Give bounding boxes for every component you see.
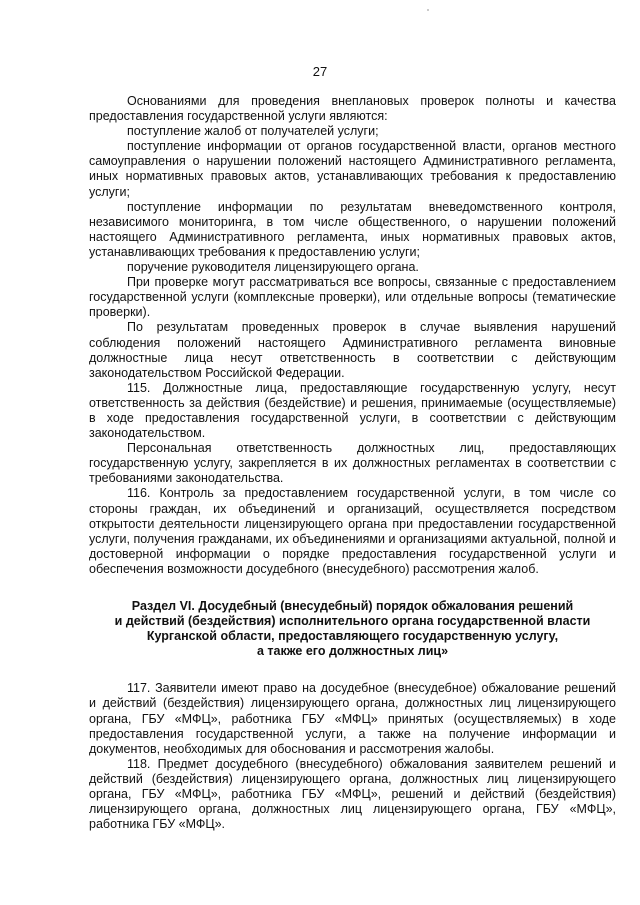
paragraph: Основаниями для проведения внеплановых проверок полноты и качества предоставления государственной услуги являются:: [89, 94, 616, 124]
paragraph: поступление информации от органов государственной власти, органов местного самоуправления о нарушении положений настоящего Административного регламента, иных нормативных правовых актов, устанавливающих требования к предоставлению услуги;: [89, 139, 616, 199]
paragraph-116: 116. Контроль за предоставлением государственной услуги, в том числе со стороны граждан, их объединений и организаций, осуществляется посредством открытости деятельности лицензирующего органа при предоставлении государственной услуги, получения гражданами, их объединениями и организациями актуальной, полной и достоверной информации о порядке предоставления государственной услуги и обеспечения возможности досудебного (внесудебного) рассмотрения жалоб.: [89, 486, 616, 576]
section-heading-line: Раздел VI. Досудебный (внесудебный) порядок обжалования решений: [131, 599, 574, 613]
paragraph: При проверке могут рассматриваться все вопросы, связанные с предоставлением государственной услуги (комплексные проверки), или отдельные вопросы (тематические проверки).: [89, 275, 616, 320]
paragraph: поручение руководителя лицензирующего органа.: [127, 260, 419, 275]
section-heading-line: и действий (бездействия) исполнительного органа государственной власти: [114, 614, 591, 629]
paragraph: поступление жалоб от получателей услуги;: [127, 124, 379, 139]
paragraph: По результатам проведенных проверок в случае выявления нарушений соблюдения положений настоящего Административного регламента виновные должностные лица несут ответственность в соответствии с действующим законодательством Российской Федерации.: [89, 320, 616, 380]
paragraph: Персональная ответственность должностных лиц, предоставляющих государственную услугу, закрепляется в их должностных регламентах в соответствии с требованиями законодательства.: [89, 441, 616, 486]
paragraph: поступление информации по результатам вневедомственного контроля, независимого мониторинга, в том числе общественного, о нарушении положений настоящего Административного регламента, иных нормативных правовых актов, устанавливающих требования к предоставлению услуги;: [89, 199, 616, 259]
page-number: 27: [312, 64, 328, 79]
section-heading: [89, 599, 616, 659]
section-heading-line: Курганской области, предоставляющего государственную услугу,: [146, 629, 559, 644]
paragraph-115: 115. Должностные лица, предоставляющие государственную услугу, несут ответственность за действия (бездействие) и решения, принимаемые (осуществляемые) в ходе предоставления государственной услуги, в соответствии с действующим законодательством.: [89, 380, 616, 441]
paragraph-118: 118. Предмет досудебного (внесудебного) обжалования заявителем решений и действий (бездействия) лицензирующего органа, должностных лиц лицензирующего органа, ГБУ «МФЦ», работника ГБУ «МФЦ», решений и действий (бездействия) лицензирующего органа, должностных лиц лицензирующего органа, ГБУ «МФЦ», работника ГБУ «МФЦ».: [89, 756, 616, 832]
document-body: [89, 94, 616, 832]
section-heading-line: а также его должностных лиц»: [256, 644, 449, 659]
paragraph-117: 117. Заявители имеют право на досудебное (внесудебное) обжалование решений и действий (бездействия) лицензирующего органа, должностных лиц лицензирующего органа, ГБУ «МФЦ», работника ГБУ «МФЦ» принятых (осуществляемых) в ходе предоставления государственной услуги, а также на получение информации и документов, необходимых для обоснования и рассмотрения жалобы.: [89, 681, 616, 756]
scan-speck: [427, 9, 429, 11]
